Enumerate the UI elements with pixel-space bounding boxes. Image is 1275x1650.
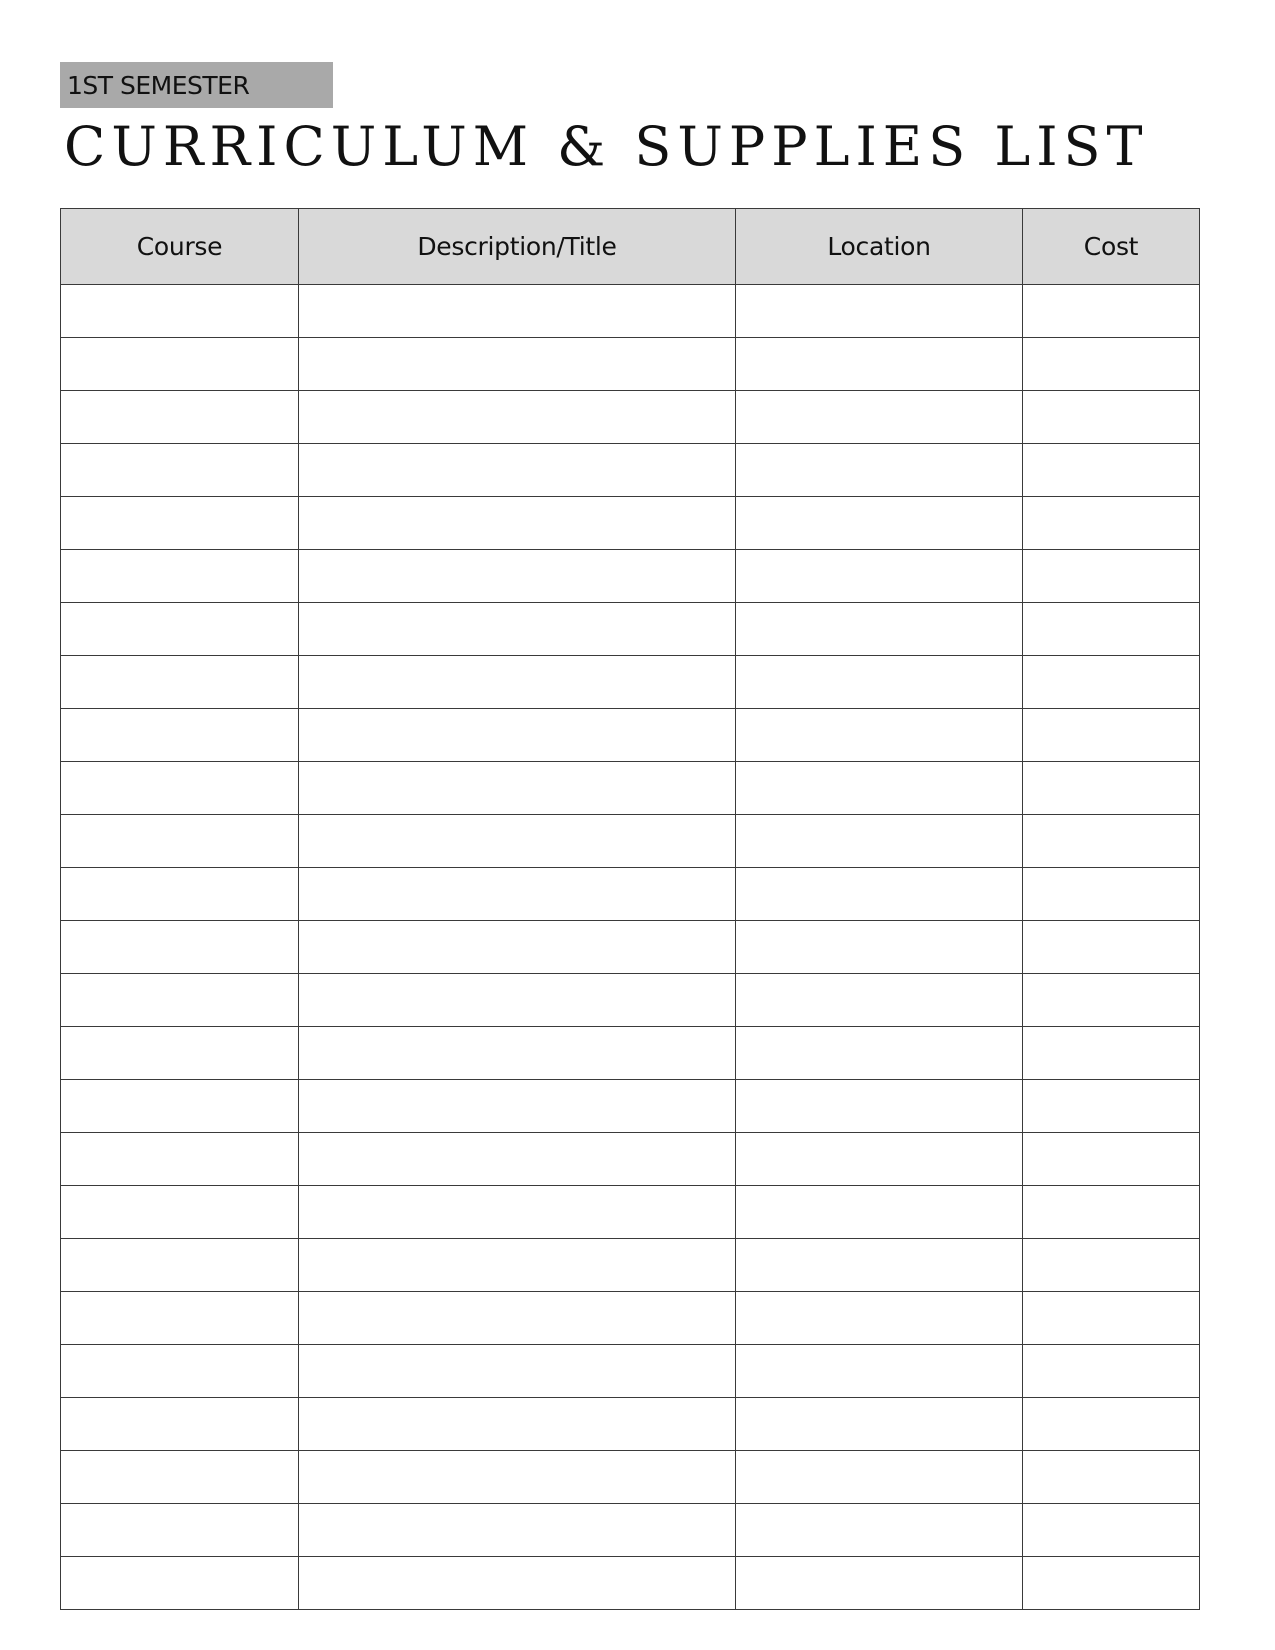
cost-cell[interactable] bbox=[1023, 868, 1200, 921]
table-row bbox=[61, 1133, 1200, 1186]
cost-cell[interactable] bbox=[1023, 1557, 1200, 1610]
location-cell[interactable] bbox=[736, 1398, 1023, 1451]
description-title-cell[interactable] bbox=[299, 550, 736, 603]
table-row bbox=[61, 444, 1200, 497]
course-cell[interactable] bbox=[61, 1557, 299, 1610]
table-row bbox=[61, 656, 1200, 709]
cost-cell[interactable] bbox=[1023, 285, 1200, 338]
location-cell[interactable] bbox=[736, 338, 1023, 391]
description-title-cell[interactable] bbox=[299, 974, 736, 1027]
course-cell[interactable] bbox=[61, 338, 299, 391]
description-title-cell[interactable] bbox=[299, 1239, 736, 1292]
location-cell[interactable] bbox=[736, 391, 1023, 444]
description-title-cell[interactable] bbox=[299, 921, 736, 974]
description-title-cell[interactable] bbox=[299, 444, 736, 497]
course-cell[interactable] bbox=[61, 550, 299, 603]
location-cell[interactable] bbox=[736, 603, 1023, 656]
table-row bbox=[61, 550, 1200, 603]
cost-cell[interactable] bbox=[1023, 762, 1200, 815]
table-row bbox=[61, 1504, 1200, 1557]
table-row bbox=[61, 338, 1200, 391]
table-row bbox=[61, 1451, 1200, 1504]
course-cell[interactable] bbox=[61, 444, 299, 497]
semester-badge bbox=[60, 62, 333, 108]
location-cell[interactable] bbox=[736, 1345, 1023, 1398]
course-cell[interactable] bbox=[61, 285, 299, 338]
description-title-cell[interactable] bbox=[299, 497, 736, 550]
description-title-cell[interactable] bbox=[299, 603, 736, 656]
cost-cell[interactable] bbox=[1023, 1239, 1200, 1292]
supplies-table bbox=[60, 208, 1200, 1610]
course-cell[interactable] bbox=[61, 1133, 299, 1186]
description-title-cell[interactable] bbox=[299, 338, 736, 391]
location-cell[interactable] bbox=[736, 1027, 1023, 1080]
table-row bbox=[61, 1292, 1200, 1345]
description-title-cell[interactable] bbox=[299, 709, 736, 762]
table-row bbox=[61, 603, 1200, 656]
location-cell[interactable] bbox=[736, 1239, 1023, 1292]
table-row bbox=[61, 709, 1200, 762]
cost-cell[interactable] bbox=[1023, 921, 1200, 974]
cost-cell[interactable] bbox=[1023, 709, 1200, 762]
location-cell[interactable] bbox=[736, 868, 1023, 921]
semester-label: 1ST SEMESTER bbox=[67, 70, 250, 100]
course-cell[interactable] bbox=[61, 1080, 299, 1133]
description-title-cell[interactable] bbox=[299, 1292, 736, 1345]
cost-cell[interactable] bbox=[1023, 391, 1200, 444]
column-header-description-title: Description/Title bbox=[299, 209, 736, 285]
description-title-cell[interactable] bbox=[299, 1345, 736, 1398]
location-cell[interactable] bbox=[736, 1133, 1023, 1186]
course-cell[interactable] bbox=[61, 1027, 299, 1080]
course-cell[interactable] bbox=[61, 603, 299, 656]
course-cell[interactable] bbox=[61, 497, 299, 550]
table-row bbox=[61, 497, 1200, 550]
cost-cell[interactable] bbox=[1023, 1398, 1200, 1451]
location-cell[interactable] bbox=[736, 1292, 1023, 1345]
location-cell[interactable] bbox=[736, 285, 1023, 338]
cost-cell[interactable] bbox=[1023, 1451, 1200, 1504]
description-title-cell[interactable] bbox=[299, 285, 736, 338]
location-cell[interactable] bbox=[736, 815, 1023, 868]
cost-cell[interactable] bbox=[1023, 444, 1200, 497]
description-title-cell[interactable] bbox=[299, 1027, 736, 1080]
location-cell[interactable] bbox=[736, 1557, 1023, 1610]
table-row bbox=[61, 1080, 1200, 1133]
table-row bbox=[61, 921, 1200, 974]
cost-cell[interactable] bbox=[1023, 497, 1200, 550]
location-cell[interactable] bbox=[736, 974, 1023, 1027]
description-title-cell[interactable] bbox=[299, 1398, 736, 1451]
table-row bbox=[61, 1239, 1200, 1292]
location-cell[interactable] bbox=[736, 921, 1023, 974]
course-cell[interactable] bbox=[61, 709, 299, 762]
cost-cell[interactable] bbox=[1023, 656, 1200, 709]
course-cell[interactable] bbox=[61, 1398, 299, 1451]
table-row bbox=[61, 1557, 1200, 1610]
table-row bbox=[61, 974, 1200, 1027]
cost-cell[interactable] bbox=[1023, 1080, 1200, 1133]
description-title-cell[interactable] bbox=[299, 1451, 736, 1504]
description-title-cell[interactable] bbox=[299, 815, 736, 868]
cost-cell[interactable] bbox=[1023, 1504, 1200, 1557]
course-cell[interactable] bbox=[61, 762, 299, 815]
location-cell[interactable] bbox=[736, 709, 1023, 762]
table-header-row bbox=[61, 209, 1200, 285]
cost-cell[interactable] bbox=[1023, 974, 1200, 1027]
description-title-cell[interactable] bbox=[299, 1557, 736, 1610]
location-cell[interactable] bbox=[736, 656, 1023, 709]
cost-cell[interactable] bbox=[1023, 1292, 1200, 1345]
course-cell[interactable] bbox=[61, 1239, 299, 1292]
table-row bbox=[61, 868, 1200, 921]
table-row bbox=[61, 391, 1200, 444]
location-cell[interactable] bbox=[736, 1504, 1023, 1557]
cost-cell[interactable] bbox=[1023, 1345, 1200, 1398]
cost-cell[interactable] bbox=[1023, 1186, 1200, 1239]
course-cell[interactable] bbox=[61, 391, 299, 444]
cost-cell[interactable] bbox=[1023, 1133, 1200, 1186]
description-title-cell[interactable] bbox=[299, 656, 736, 709]
table-row bbox=[61, 285, 1200, 338]
course-cell[interactable] bbox=[61, 656, 299, 709]
course-cell[interactable] bbox=[61, 815, 299, 868]
cost-cell[interactable] bbox=[1023, 550, 1200, 603]
description-title-cell[interactable] bbox=[299, 391, 736, 444]
description-title-cell[interactable] bbox=[299, 1504, 736, 1557]
description-title-cell[interactable] bbox=[299, 1133, 736, 1186]
description-title-cell[interactable] bbox=[299, 762, 736, 815]
column-header-location: Location bbox=[736, 209, 1023, 285]
course-cell[interactable] bbox=[61, 921, 299, 974]
description-title-cell[interactable] bbox=[299, 1080, 736, 1133]
location-cell[interactable] bbox=[736, 1186, 1023, 1239]
course-cell[interactable] bbox=[61, 974, 299, 1027]
cost-cell[interactable] bbox=[1023, 603, 1200, 656]
page-title: CURRICULUM & SUPPLIES LIST bbox=[64, 115, 1149, 178]
course-cell[interactable] bbox=[61, 1345, 299, 1398]
cost-cell[interactable] bbox=[1023, 1027, 1200, 1080]
course-cell[interactable] bbox=[61, 1186, 299, 1239]
table-row bbox=[61, 762, 1200, 815]
table-body bbox=[61, 285, 1200, 1610]
table-row bbox=[61, 1186, 1200, 1239]
course-cell[interactable] bbox=[61, 868, 299, 921]
table-row bbox=[61, 1027, 1200, 1080]
column-header-cost: Cost bbox=[1023, 209, 1200, 285]
location-cell[interactable] bbox=[736, 444, 1023, 497]
location-cell[interactable] bbox=[736, 497, 1023, 550]
location-cell[interactable] bbox=[736, 550, 1023, 603]
table-row bbox=[61, 815, 1200, 868]
location-cell[interactable] bbox=[736, 762, 1023, 815]
cost-cell[interactable] bbox=[1023, 815, 1200, 868]
location-cell[interactable] bbox=[736, 1080, 1023, 1133]
column-header-course: Course bbox=[61, 209, 299, 285]
course-cell[interactable] bbox=[61, 1504, 299, 1557]
location-cell[interactable] bbox=[736, 1451, 1023, 1504]
description-title-cell[interactable] bbox=[299, 1186, 736, 1239]
table-row bbox=[61, 1398, 1200, 1451]
description-title-cell[interactable] bbox=[299, 868, 736, 921]
cost-cell[interactable] bbox=[1023, 338, 1200, 391]
course-cell[interactable] bbox=[61, 1451, 299, 1504]
course-cell[interactable] bbox=[61, 1292, 299, 1345]
table-row bbox=[61, 1345, 1200, 1398]
